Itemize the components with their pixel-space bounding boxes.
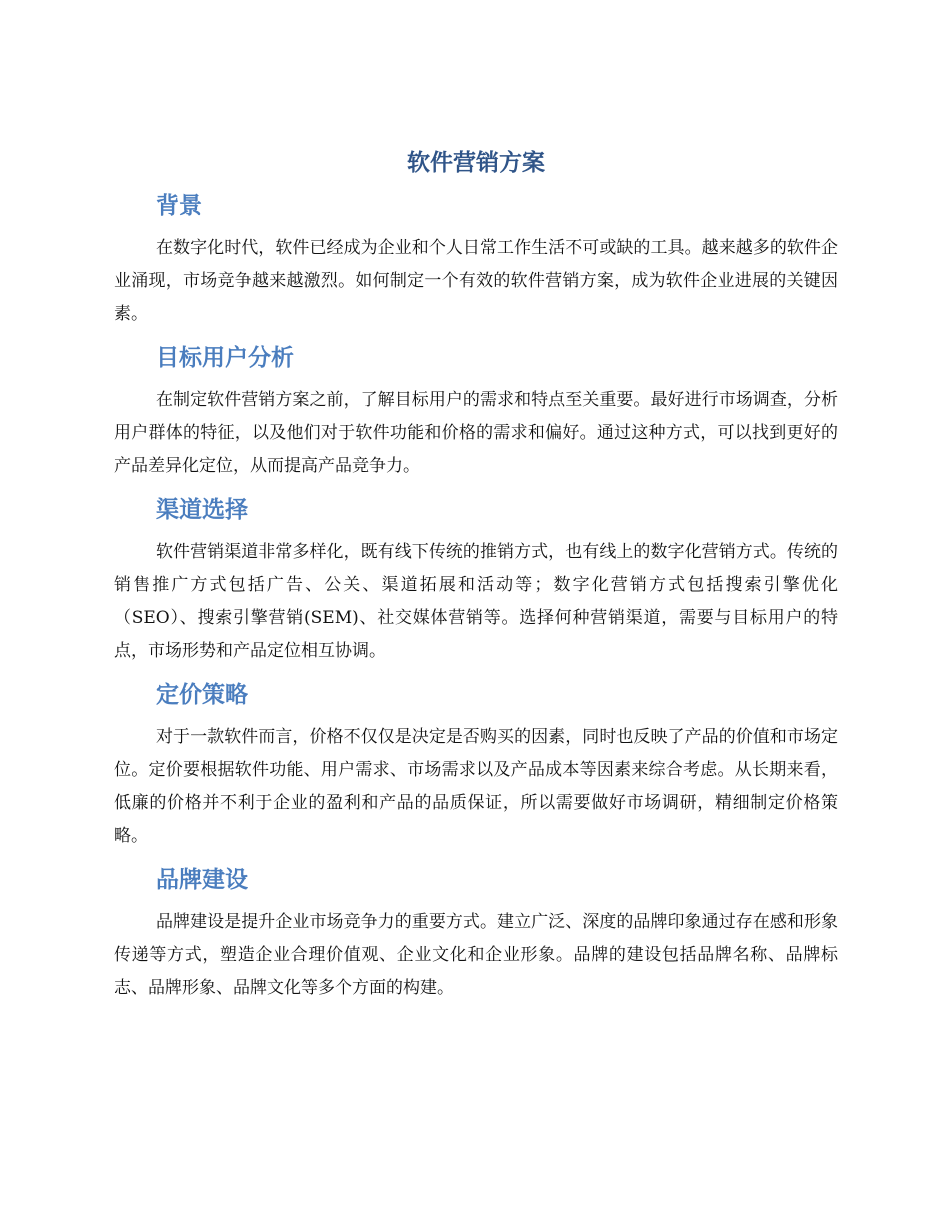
- document-page: [114, 140, 838, 1012]
- section-heading: 背景: [156, 193, 202, 219]
- document-title: 软件营销方案: [407, 150, 545, 176]
- section-pricing-strategy: [114, 675, 838, 853]
- section-background: [114, 186, 838, 331]
- section-paragraph: 软件营销渠道非常多样化，既有线下传统的推销方式，也有线上的数字化营销方式。传统的销售推广方式包括广告、公关、渠道拓展和活动等；数字化营销方式包括搜索引擎优化（SEO）、搜索引擎营销(SEM)、社交媒体营销等。选择何种营销渠道，需要与目标用户的特点，市场形势和产品定位相互协调。: [114, 542, 838, 661]
- section-target-user-analysis: [114, 338, 838, 483]
- section-heading: 品牌建设: [156, 867, 248, 893]
- section-paragraph: 在制定软件营销方案之前，了解目标用户的需求和特点至关重要。最好进行市场调查，分析用户群体的特征，以及他们对于软件功能和价格的需求和偏好。通过这种方式，可以找到更好的产品差异化定位，从而提高产品竞争力。: [114, 390, 838, 476]
- section-paragraph: 在数字化时代，软件已经成为企业和个人日常工作生活不可或缺的工具。越来越多的软件企业涌现，市场竞争越来越激烈。如何制定一个有效的软件营销方案，成为软件企业进展的关键因素。: [114, 238, 838, 324]
- section-channel-selection: [114, 490, 838, 668]
- section-brand-building: [114, 860, 838, 1005]
- section-heading: 渠道选择: [156, 497, 248, 523]
- section-heading: 目标用户分析: [156, 345, 294, 371]
- section-paragraph: 对于一款软件而言，价格不仅仅是决定是否购买的因素，同时也反映了产品的价值和市场定位。定价要根据软件功能、用户需求、市场需求以及产品成本等因素来综合考虑。从长期来看，低廉的价格并不利于企业的盈利和产品的品质保证，所以需要做好市场调研，精细制定价格策略。: [114, 727, 838, 846]
- section-heading: 定价策略: [156, 682, 248, 708]
- section-paragraph: 品牌建设是提升企业市场竞争力的重要方式。建立广泛、深度的品牌印象通过存在感和形象传递等方式，塑造企业合理价值观、企业文化和企业形象。品牌的建设包括品牌名称、品牌标志、品牌形象、品牌文化等多个方面的构建。: [114, 912, 838, 998]
